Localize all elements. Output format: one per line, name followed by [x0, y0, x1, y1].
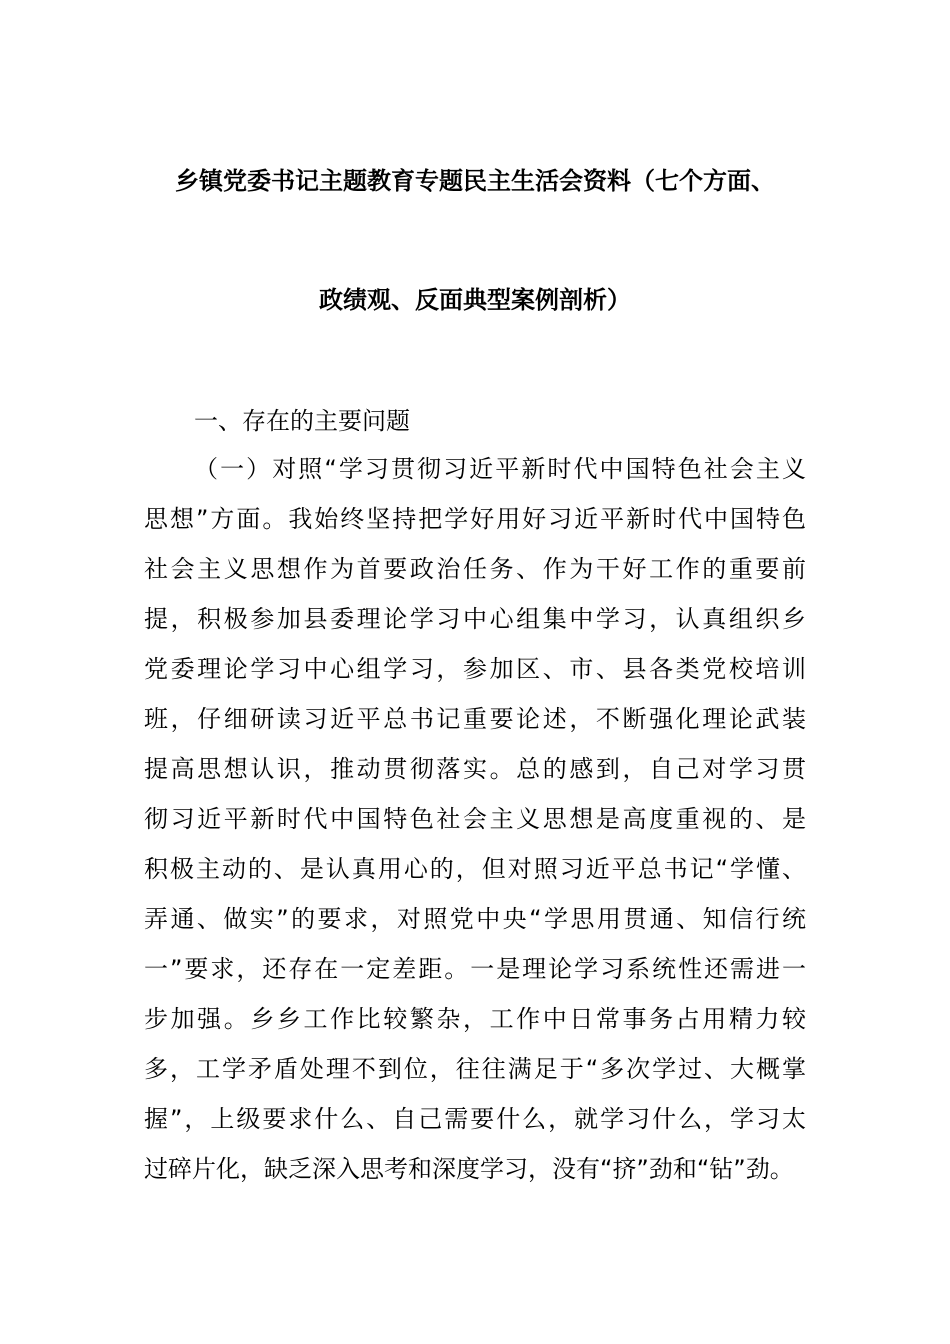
paragraph-line: 弄通、做实”的要求，对照党中央“学思用贯通、知信行统 [144, 905, 806, 933]
section-heading: 一、存在的主要问题 [194, 407, 410, 435]
body-paragraph [144, 453, 806, 1203]
paragraph-line: 握”，上级要求什么、自己需要什么，就学习什么，学习太 [144, 1105, 806, 1133]
paragraph-line: 提，积极参加县委理论学习中心组集中学习，认真组织乡 [144, 605, 806, 633]
paragraph-line: 积极主动的、是认真用心的，但对照习近平总书记“学懂、 [144, 855, 806, 883]
document-title-line-1: 乡镇党委书记主题教育专题民主生活会资料（七个方面、 [175, 167, 775, 195]
paragraph-line: 社会主义思想作为首要政治任务、作为干好工作的重要前 [144, 555, 806, 583]
paragraph-line: 多，工学矛盾处理不到位，往往满足于“多次学过、大概掌 [144, 1055, 806, 1083]
document-title-line-2: 政绩观、反面典型案例剖析） [319, 286, 631, 314]
paragraph-line: 过碎片化，缺乏深入思考和深度学习，没有“挤”劲和“钻”劲。 [144, 1155, 794, 1183]
paragraph-line: 党委理论学习中心组学习，参加区、市、县各类党校培训 [144, 655, 806, 683]
paragraph-line: 彻习近平新时代中国特色社会主义思想是高度重视的、是 [144, 805, 806, 833]
paragraph-line: 一”要求，还存在一定差距。一是理论学习系统性还需进一 [144, 955, 806, 983]
paragraph-line: 提高思想认识，推动贯彻落实。总的感到，自己对学习贯 [144, 755, 806, 783]
paragraph-line: （一）对照“学习贯彻习近平新时代中国特色社会主义 [194, 455, 806, 483]
paragraph-line: 思想”方面。我始终坚持把学好用好习近平新时代中国特色 [144, 505, 806, 533]
paragraph-line: 步加强。乡乡工作比较繁杂，工作中日常事务占用精力较 [144, 1005, 806, 1033]
paragraph-line: 班，仔细研读习近平总书记重要论述，不断强化理论武装 [144, 705, 806, 733]
